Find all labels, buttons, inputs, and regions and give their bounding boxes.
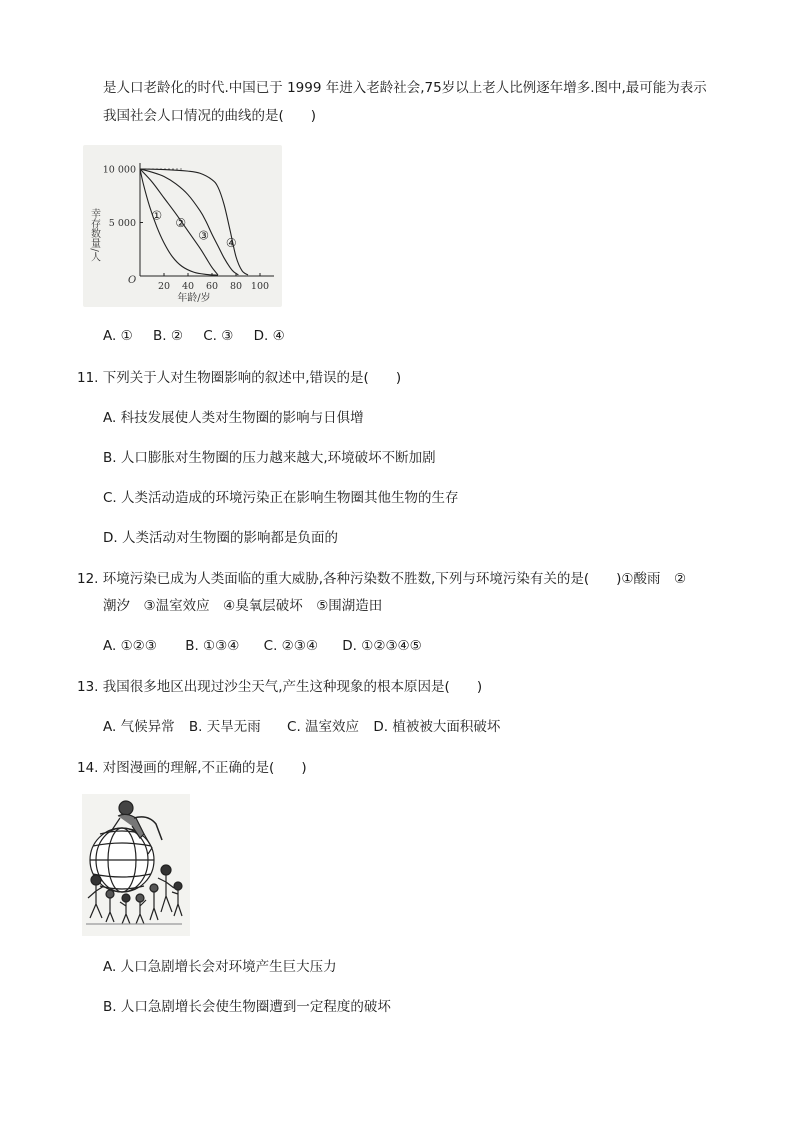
q12-option-d[interactable]: D. ①②③④⑤ [342, 638, 422, 654]
chart-x-tick-label: 80 [229, 281, 243, 292]
chart-xlabel: 年龄/岁 [177, 293, 211, 304]
chart-origin-label: O [128, 275, 137, 286]
q11-option-d[interactable]: D. 人类活动对生物圈的影响都是负面的 [103, 530, 338, 546]
q11-stem: 11. 下列关于人对生物圈影响的叙述中,错误的是( ) [77, 370, 402, 386]
q12-stem-line-1: 12. 环境污染已成为人类面临的重大威胁,各种污染数不胜数,下列与环境污染有关的是( )①酸雨 ② [77, 571, 687, 587]
cartoon-globe-people-icon [82, 794, 190, 936]
q11-option-a[interactable]: A. 科技发展使人类对生物圈的影响与日俱增 [103, 410, 364, 426]
chart-x-tick-label: 60 [205, 281, 219, 292]
q10-option-c[interactable]: C. ③ [203, 328, 234, 344]
survival-chart-svg [83, 145, 282, 307]
chart-curve-label-3: ③ [198, 228, 209, 243]
q12-option-a[interactable]: A. ①②③ [103, 638, 157, 654]
q10-option-b[interactable]: B. ② [152, 328, 183, 344]
chart-y-tick-label: 10 000 [102, 164, 136, 176]
q12-option-c[interactable]: C. ②③④ [263, 638, 318, 654]
q13-option-d[interactable]: D. 植被被大面积破坏 [373, 719, 501, 735]
intro-line-2: 我国社会人口情况的曲线的是( ) [103, 108, 317, 124]
q14-stem: 14. 对图漫画的理解,不正确的是( ) [77, 760, 307, 776]
q13-options [103, 718, 500, 736]
chart-x-tick-label: 20 [157, 281, 171, 292]
chart-curve-label-4: ④ [225, 236, 237, 251]
chart-x-tick-label: 100 [250, 281, 270, 292]
chart-curve-label-2: ② [175, 215, 187, 230]
q13-option-c[interactable]: C. 温室效应 [287, 719, 360, 735]
chart-curve-label-1: ① [151, 208, 163, 223]
survival-chart [83, 145, 282, 307]
q13-stem: 13. 我国很多地区出现过沙尘天气,产生这种现象的根本原因是( ) [77, 679, 483, 695]
chart-ylabel: 幸存数量/人 [88, 208, 100, 262]
q12-option-b[interactable]: B. ①③④ [185, 638, 240, 654]
q14-option-a[interactable]: A. 人口急剧增长会对环境产生巨大压力 [103, 959, 337, 975]
chart-x-tick-label: 40 [181, 281, 195, 292]
intro-line-1: 是人口老龄化的时代.中国已于 1999 年进入老龄社会,75岁以上老人比例逐年增多.图中,最可能为表示 [103, 80, 707, 96]
q12-options [103, 637, 422, 655]
q14-option-b[interactable]: B. 人口急剧增长会使生物圈遭到一定程度的破坏 [103, 999, 391, 1015]
chart-y-tick-label: 5 000 [108, 218, 136, 229]
q13-option-a[interactable]: A. 气候异常 [103, 719, 175, 735]
q10-options [103, 327, 285, 345]
cartoon-illustration [82, 794, 190, 936]
q12-stem-line-2: 潮汐 ③温室效应 ④臭氧层破坏 ⑤围湖造田 [103, 598, 383, 614]
q11-option-b[interactable]: B. 人口膨胀对生物圈的压力越来越大,环境破坏不断加剧 [103, 450, 436, 466]
q10-option-a[interactable]: A. ① [103, 328, 133, 344]
q10-option-d[interactable]: D. ④ [253, 328, 285, 344]
q13-option-b[interactable]: B. 天旱无雨 [188, 719, 261, 735]
q11-option-c[interactable]: C. 人类活动造成的环境污染正在影响生物圈其他生物的生存 [103, 490, 459, 506]
